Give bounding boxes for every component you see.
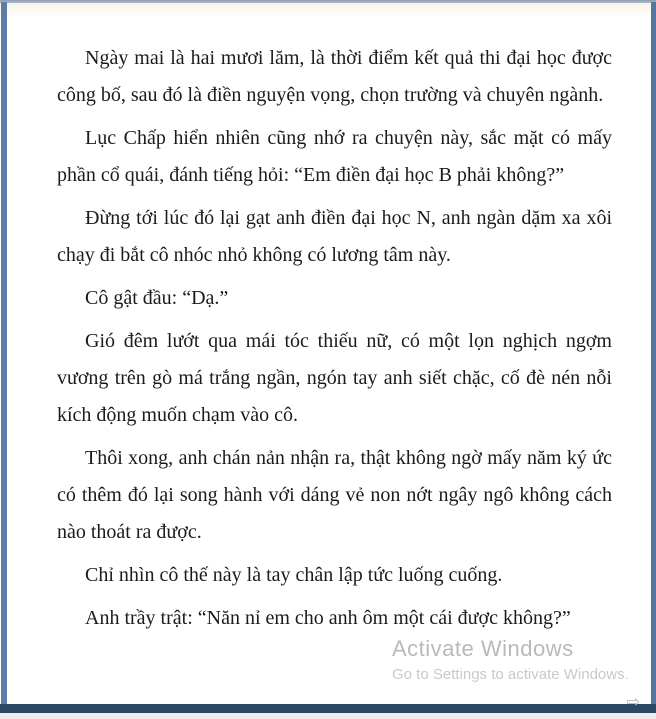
cursor-arrow-icon: ⇨ bbox=[626, 692, 640, 711]
page-top-glow bbox=[0, 3, 656, 17]
paragraph: Anh trầy trật: “Năn nỉ em cho anh ôm một cái được không?” bbox=[85, 607, 571, 629]
window-right-border bbox=[651, 2, 656, 706]
document-text bbox=[57, 40, 612, 643]
paragraph: Thôi xong, anh chán nản nhận ra, thật không ngờ mấy năm ký ức có thêm đó lại song hành với dáng vẻ non nớt ngây ngô không cách nào thoát ra được. bbox=[57, 447, 612, 543]
paragraph: Gió đêm lướt qua mái tóc thiếu nữ, có một lọn nghịch ngợm vương trên gò má trắng ngần, ngón tay anh siết chặc, cố đè nén nỗi kích động muốn chạm vào cô. bbox=[57, 330, 612, 426]
paragraph: Đừng tới lúc đó lại gạt anh điền đại học N, anh ngàn dặm xa xôi chạy đi bắt cô nhóc nhỏ không có lương tâm này. bbox=[57, 207, 612, 266]
window-left-border bbox=[1, 2, 7, 706]
paragraph: Chỉ nhìn cô thế này là tay chân lập tức luống cuống. bbox=[85, 564, 503, 586]
window-bottom-edge bbox=[0, 713, 656, 719]
watermark-subtitle: Go to Settings to activate Windows. bbox=[392, 666, 629, 683]
window-bottom-border bbox=[0, 704, 656, 713]
watermark-title: Activate Windows bbox=[392, 636, 574, 661]
paragraph: Ngày mai là hai mươi lăm, là thời điểm kết quả thi đại học được công bố, sau đó là điền nguyện vọng, chọn trường và chuyên ngành. bbox=[57, 47, 612, 106]
paragraph: Lục Chấp hiển nhiên cũng nhớ ra chuyện này, sắc mặt có mấy phần cổ quái, đánh tiếng hỏi: “Em điền đại học B phải không?” bbox=[57, 127, 612, 186]
activate-windows-watermark bbox=[392, 636, 629, 683]
paragraph: Cô gật đầu: “Dạ.” bbox=[85, 287, 229, 309]
